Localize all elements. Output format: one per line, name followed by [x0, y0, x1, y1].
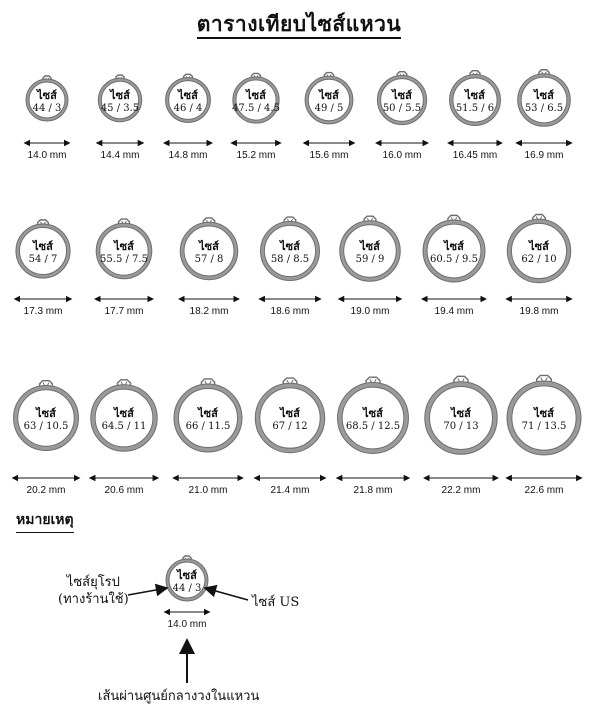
ring-size-label: 71 / 13.5 — [521, 421, 567, 432]
diameter-label: 16.9 mm — [524, 150, 564, 161]
ring-size-label: 45 / 3.5 — [100, 103, 140, 114]
ring-size-word: ไซส์ — [199, 240, 219, 253]
diameter-label: 21.4 mm — [270, 485, 310, 496]
ring-size-label: 47.5 / 4.5 — [232, 103, 280, 114]
ring-size-label: 59 / 9 — [355, 254, 385, 265]
eu-size-label — [58, 574, 129, 608]
us-pointer-arrow — [205, 588, 248, 600]
diameter-label: 21.8 mm — [353, 485, 393, 496]
diameter-label: 14.4 mm — [100, 150, 140, 161]
diameter-label: 18.2 mm — [189, 306, 229, 317]
ring-size-word: ไซส์ — [360, 240, 380, 253]
diameter-label: 16.0 mm — [382, 150, 422, 161]
chart-title-text: ตารางเทียบไซส์แหวน — [197, 12, 402, 39]
inner-diameter-label: เส้นผ่านศูนย์กลางวงในแหวน — [98, 689, 260, 704]
ring-size-word: ไซส์ — [280, 240, 300, 253]
ring-size-word: ไซส์ — [33, 240, 53, 253]
diameter-label: 17.3 mm — [23, 306, 63, 317]
diameter-label: 19.4 mm — [434, 306, 474, 317]
ring-size-word: ไซส์ — [392, 89, 412, 102]
diameter-label: 20.2 mm — [26, 485, 66, 496]
diameter-label: 17.7 mm — [104, 306, 144, 317]
eu-size-label-line2: (ทางร้านใช้) — [58, 592, 129, 607]
diameter-label: 16.45 mm — [452, 150, 498, 161]
ring-size-word: ไซส์ — [534, 407, 554, 420]
ring-size-label: 49 / 5 — [314, 103, 344, 114]
ring-size-label: 53 / 6.5 — [524, 103, 564, 114]
ring-size-word: ไซส์ — [529, 240, 549, 253]
diameter-label: 15.2 mm — [236, 150, 276, 161]
ring-size-label: 44 / 3 — [172, 583, 202, 594]
ring-size-word: ไซส์ — [465, 89, 485, 102]
ring-size-label: 66 / 11.5 — [185, 421, 231, 432]
ring-size-word: ไซส์ — [319, 89, 339, 102]
ring-size-label: 51.5 / 6 — [455, 103, 495, 114]
ring-size-word: ไซส์ — [114, 240, 134, 253]
ring-size-word: ไซส์ — [363, 407, 383, 420]
diameter-label: 22.2 mm — [441, 485, 481, 496]
ring-size-label: 46 / 4 — [173, 103, 203, 114]
ring-size-word: ไซส์ — [444, 240, 464, 253]
ring-size-word: ไซส์ — [198, 407, 218, 420]
ring-size-label: 50 / 5.5 — [382, 103, 422, 114]
diameter-label: 14.0 mm — [27, 150, 67, 161]
us-size-label: ไซส์ US — [252, 595, 300, 610]
ring-size-word: ไซส์ — [534, 89, 554, 102]
eu-size-label-line1: ไซส์ยุโรป — [66, 575, 120, 590]
note-heading: หมายเหตุ — [16, 509, 74, 533]
ring-size-label: 44 / 3 — [32, 103, 62, 114]
diameter-label: 21.0 mm — [188, 485, 228, 496]
ring-size-word: ไซส์ — [280, 407, 300, 420]
ring-size-label: 54 / 7 — [28, 254, 58, 265]
diameter-label: 14.8 mm — [168, 150, 208, 161]
diameter-label: 19.0 mm — [350, 306, 390, 317]
diameter-label: 19.8 mm — [519, 306, 559, 317]
ring-size-label: 63 / 10.5 — [23, 421, 69, 432]
ring-size-label: 68.5 / 12.5 — [345, 421, 401, 432]
ring-size-label: 64.5 / 11 — [101, 421, 147, 432]
ring-size-label: 55.5 / 7.5 — [100, 254, 148, 265]
ring-size-word: ไซส์ — [451, 407, 471, 420]
ring-size-word: ไซส์ — [36, 407, 56, 420]
diameter-label: 14.0 mm — [167, 619, 207, 630]
ring-size-word: ไซส์ — [177, 569, 197, 582]
diameter-label: 18.6 mm — [270, 306, 310, 317]
ring-size-label: 70 / 13 — [443, 421, 479, 432]
ring-size-word: ไซส์ — [246, 89, 266, 102]
eu-pointer-arrow — [128, 588, 167, 595]
ring-size-label: 58 / 8.5 — [270, 254, 310, 265]
diameter-label: 15.6 mm — [309, 150, 349, 161]
ring-size-word: ไซส์ — [178, 89, 198, 102]
ring-size-word: ไซส์ — [114, 407, 134, 420]
ring-size-label: 57 / 8 — [194, 254, 224, 265]
ring-size-word: ไซส์ — [110, 89, 130, 102]
ring-size-label: 60.5 / 9.5 — [430, 254, 478, 265]
diameter-label: 20.6 mm — [104, 485, 144, 496]
ring-size-word: ไซส์ — [37, 89, 57, 102]
ring-size-label: 62 / 10 — [521, 254, 557, 265]
diameter-label: 22.6 mm — [524, 485, 564, 496]
ring-size-label: 67 / 12 — [272, 421, 308, 432]
